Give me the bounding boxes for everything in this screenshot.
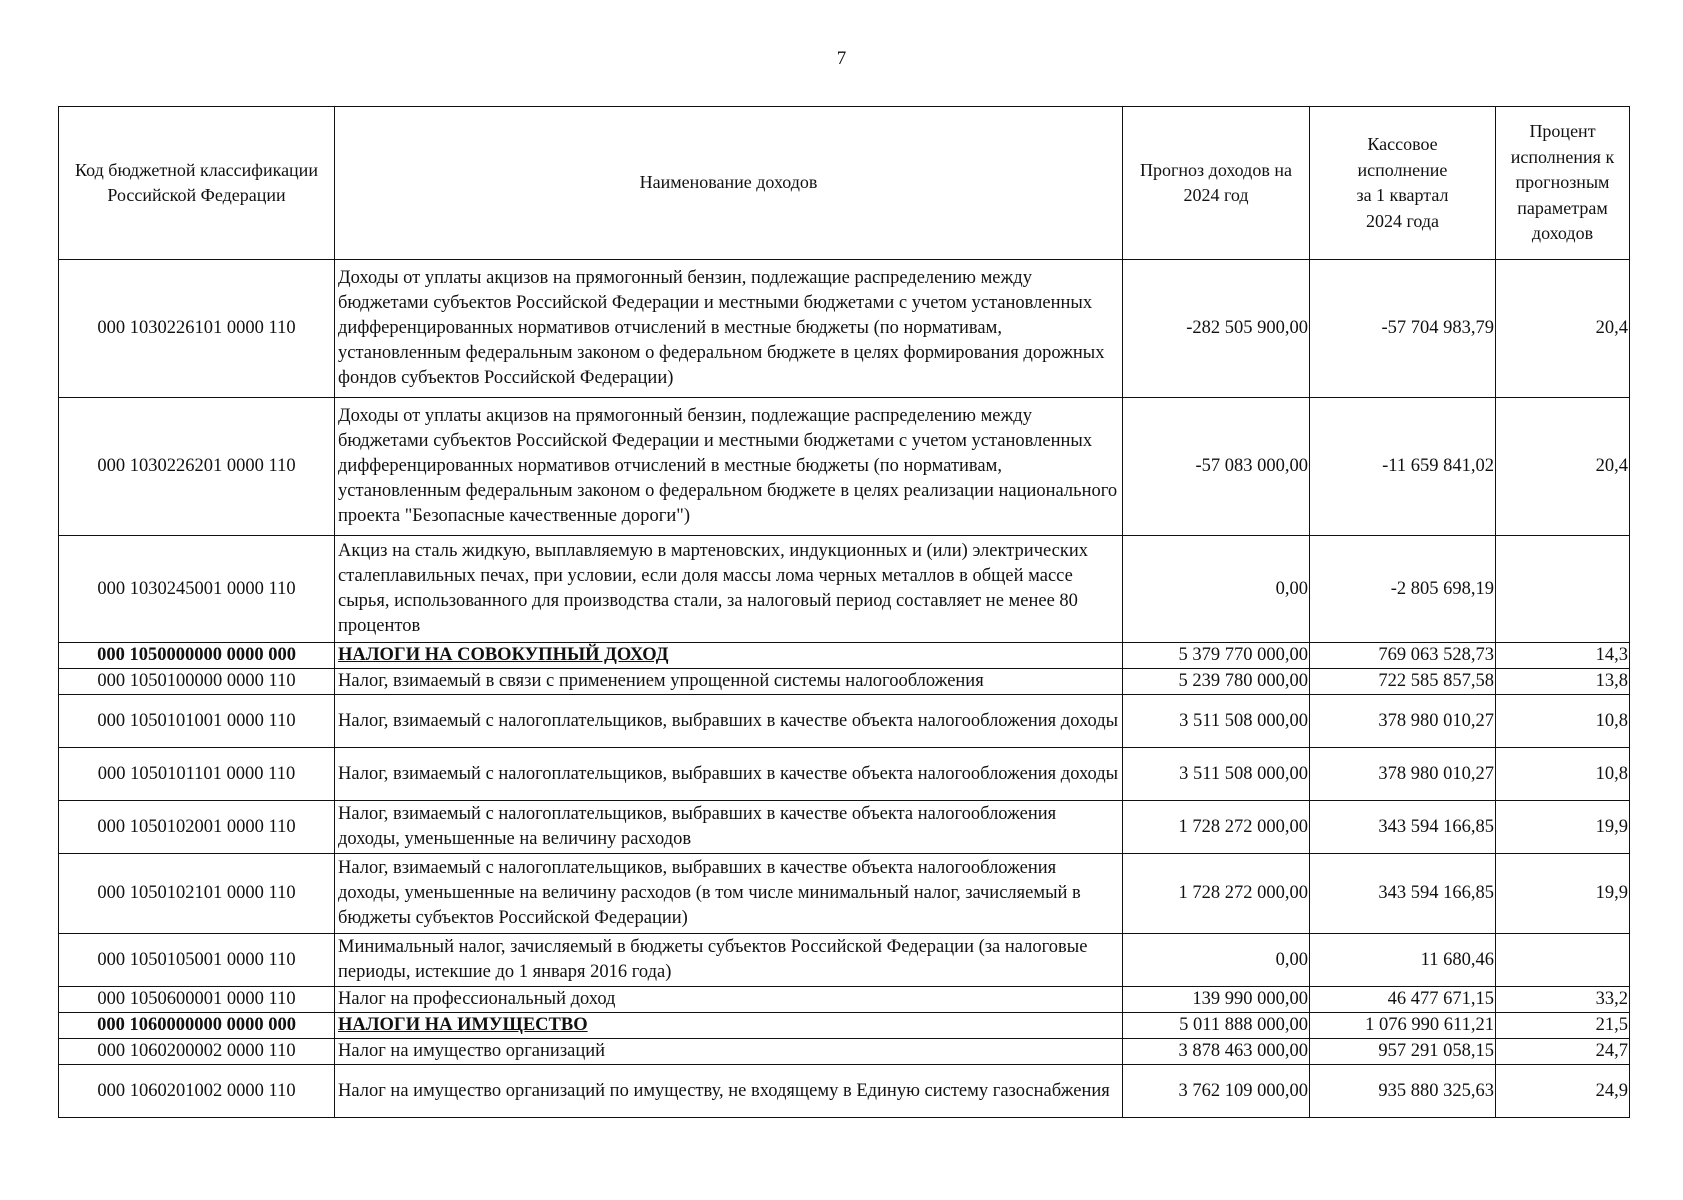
header-code: Код бюджетной классификации Российской Федерации (59, 107, 335, 260)
row-name: Доходы от уплаты акцизов на прямогонный бензин, подлежащие распределению между бюджетами субъектов Российской Федерации и местными бюджетами с учетом установленных дифференцированных нормативов отчислений в местные бюджеты (по нормативам, установленным федеральным законом о федеральном бюджете в целях формирования дорожных фондов субъектов Российской Федерации) (335, 260, 1123, 398)
row-name: НАЛОГИ НА СОВОКУПНЫЙ ДОХОД (335, 643, 1123, 669)
row-percent: 13,8 (1496, 669, 1630, 695)
table-row (59, 260, 1630, 398)
row-name: Налог на профессиональный доход (335, 987, 1123, 1013)
row-cash: 769 063 528,73 (1310, 643, 1496, 669)
row-cash: 343 594 166,85 (1310, 854, 1496, 934)
row-cash: 46 477 671,15 (1310, 987, 1496, 1013)
row-forecast: -282 505 900,00 (1123, 260, 1310, 398)
header-name: Наименование доходов (335, 107, 1123, 260)
revenue-table (58, 106, 1630, 1118)
table-header (59, 107, 1630, 260)
row-forecast: 3 762 109 000,00 (1123, 1065, 1310, 1118)
row-percent: 14,3 (1496, 643, 1630, 669)
row-percent (1496, 536, 1630, 643)
row-forecast: 3 511 508 000,00 (1123, 748, 1310, 801)
row-percent: 19,9 (1496, 801, 1630, 854)
row-name: Налог на имущество организаций (335, 1039, 1123, 1065)
row-code: 000 1050600001 0000 110 (59, 987, 335, 1013)
row-code: 000 1050105001 0000 110 (59, 934, 335, 987)
row-name: Налог, взимаемый с налогоплательщиков, выбравших в качестве объекта налогообложения доходы (335, 695, 1123, 748)
row-cash: 378 980 010,27 (1310, 748, 1496, 801)
row-cash: 957 291 058,15 (1310, 1039, 1496, 1065)
row-code: 000 1060200002 0000 110 (59, 1039, 335, 1065)
table-row (59, 669, 1630, 695)
row-forecast: 5 011 888 000,00 (1123, 1013, 1310, 1039)
header-cash: Кассовое исполнение за 1 квартал 2024 года (1310, 107, 1496, 260)
row-cash: 343 594 166,85 (1310, 801, 1496, 854)
row-name: Налог, взимаемый с налогоплательщиков, выбравших в качестве объекта налогообложения доходы, уменьшенные на величину расходов (335, 801, 1123, 854)
row-percent: 24,7 (1496, 1039, 1630, 1065)
table-row (59, 748, 1630, 801)
table-row (59, 536, 1630, 643)
row-forecast: -57 083 000,00 (1123, 398, 1310, 536)
row-percent: 33,2 (1496, 987, 1630, 1013)
row-percent: 21,5 (1496, 1013, 1630, 1039)
row-name: НАЛОГИ НА ИМУЩЕСТВО (335, 1013, 1123, 1039)
row-code: 000 1030226101 0000 110 (59, 260, 335, 398)
table-row (59, 695, 1630, 748)
row-percent (1496, 934, 1630, 987)
table-row (59, 987, 1630, 1013)
row-forecast: 3 511 508 000,00 (1123, 695, 1310, 748)
row-percent: 20,4 (1496, 260, 1630, 398)
row-forecast: 0,00 (1123, 934, 1310, 987)
row-percent: 10,8 (1496, 748, 1630, 801)
header-percent: Процент исполнения к прогнозным параметрам доходов (1496, 107, 1630, 260)
table-row (59, 801, 1630, 854)
table-row (59, 1065, 1630, 1118)
row-percent: 20,4 (1496, 398, 1630, 536)
row-name: Доходы от уплаты акцизов на прямогонный бензин, подлежащие распределению между бюджетами субъектов Российской Федерации и местными бюджетами с учетом установленных дифференцированных нормативов отчислений в местные бюджеты (по нормативам, установленным федеральным законом о федеральном бюджете в целях реализации национального проекта "Безопасные качественные дороги") (335, 398, 1123, 536)
row-cash: 935 880 325,63 (1310, 1065, 1496, 1118)
table-row (59, 854, 1630, 934)
row-forecast: 5 239 780 000,00 (1123, 669, 1310, 695)
row-name: Налог на имущество организаций по имуществу, не входящему в Единую систему газоснабжения (335, 1065, 1123, 1118)
row-code: 000 1030226201 0000 110 (59, 398, 335, 536)
row-cash: 722 585 857,58 (1310, 669, 1496, 695)
header-forecast: Прогноз доходов на 2024 год (1123, 107, 1310, 260)
row-cash: 378 980 010,27 (1310, 695, 1496, 748)
table-row (59, 1039, 1630, 1065)
table-row (59, 1013, 1630, 1039)
table-body (59, 260, 1630, 1118)
row-name: Налог, взимаемый с налогоплательщиков, выбравших в качестве объекта налогообложения доходы, уменьшенные на величину расходов (в том числе минимальный налог, зачисляемый в бюджеты субъектов Российской Федерации) (335, 854, 1123, 934)
row-percent: 24,9 (1496, 1065, 1630, 1118)
row-forecast: 1 728 272 000,00 (1123, 854, 1310, 934)
row-code: 000 1050101001 0000 110 (59, 695, 335, 748)
row-cash: 1 076 990 611,21 (1310, 1013, 1496, 1039)
row-forecast: 0,00 (1123, 536, 1310, 643)
row-code: 000 1050102101 0000 110 (59, 854, 335, 934)
row-cash: -11 659 841,02 (1310, 398, 1496, 536)
row-code: 000 1060201002 0000 110 (59, 1065, 335, 1118)
row-code: 000 1050000000 0000 000 (59, 643, 335, 669)
row-code: 000 1050101101 0000 110 (59, 748, 335, 801)
table-row (59, 398, 1630, 536)
row-code: 000 1050100000 0000 110 (59, 669, 335, 695)
row-forecast: 1 728 272 000,00 (1123, 801, 1310, 854)
row-forecast: 139 990 000,00 (1123, 987, 1310, 1013)
row-name: Минимальный налог, зачисляемый в бюджеты субъектов Российской Федерации (за налоговые периоды, истекшие до 1 января 2016 года) (335, 934, 1123, 987)
row-percent: 10,8 (1496, 695, 1630, 748)
row-cash: -2 805 698,19 (1310, 536, 1496, 643)
row-name: Налог, взимаемый с налогоплательщиков, выбравших в качестве объекта налогообложения доходы (335, 748, 1123, 801)
header-row (59, 107, 1630, 260)
row-cash: 11 680,46 (1310, 934, 1496, 987)
row-code: 000 1060000000 0000 000 (59, 1013, 335, 1039)
row-name: Налог, взимаемый в связи с применением упрощенной системы налогообложения (335, 669, 1123, 695)
row-code: 000 1030245001 0000 110 (59, 536, 335, 643)
row-code: 000 1050102001 0000 110 (59, 801, 335, 854)
table-row (59, 934, 1630, 987)
table-row (59, 643, 1630, 669)
page-number: 7 (836, 48, 847, 69)
row-cash: -57 704 983,79 (1310, 260, 1496, 398)
row-name: Акциз на сталь жидкую, выплавляемую в мартеновских, индукционных и (или) электрических сталеплавильных печах, при условии, если доля массы лома черных металлов в общей массе сырья, использованного для производства стали, за налоговый период составляет не менее 80 процентов (335, 536, 1123, 643)
row-percent: 19,9 (1496, 854, 1630, 934)
row-forecast: 5 379 770 000,00 (1123, 643, 1310, 669)
row-forecast: 3 878 463 000,00 (1123, 1039, 1310, 1065)
